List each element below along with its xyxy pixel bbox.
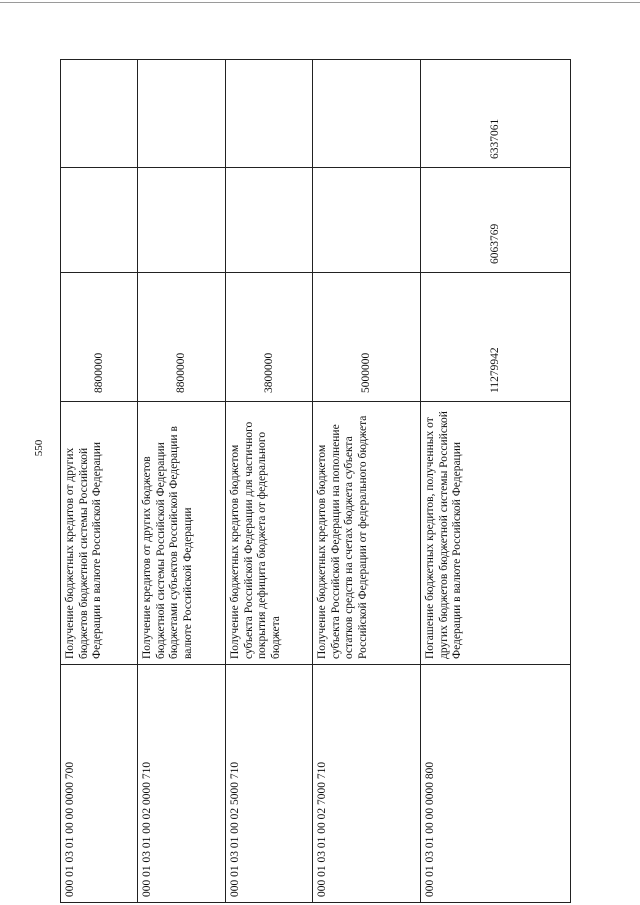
budget-code-cell: 000 01 03 01 00 02 7000 710 bbox=[313, 665, 421, 903]
table-row bbox=[421, 60, 571, 903]
table-row bbox=[226, 60, 313, 903]
value-cell-3 bbox=[226, 60, 313, 168]
value-cell-3: 6337061 bbox=[421, 60, 571, 168]
budget-code-cell: 000 01 03 01 00 00 0000 800 bbox=[421, 665, 571, 903]
budget-code-cell: 000 01 03 01 00 00 0000 700 bbox=[61, 665, 138, 903]
value-cell-2: 6063769 bbox=[421, 168, 571, 273]
rotated-table-frame bbox=[60, 60, 570, 903]
value-cell-3 bbox=[138, 60, 226, 168]
description-cell: Получение бюджетных кредитов бюджетом субъекта Российской Федерации для частичного покрытия дефицита бюджета от федерального бюджета bbox=[226, 402, 313, 665]
description-cell: Получение кредитов от других бюджетов бюджетной системы Российской Федерации бюджетами субъектов Российской Федерации в валюте Российской Федерации bbox=[138, 402, 226, 665]
table-container bbox=[60, 60, 570, 903]
value-cell-2 bbox=[313, 168, 421, 273]
value-cell-3 bbox=[61, 60, 138, 168]
description-cell: Погашение бюджетных кредитов, полученных от других бюджетов бюджетной системы Российской Федерации в валюте Российской Федерации bbox=[421, 402, 571, 665]
description-cell: Получение бюджетных кредитов бюджетом субъекта Российской Федерации на пополнение остатков средств на счетах бюджета субъекта Российской Федерации от федерального бюджета bbox=[313, 402, 421, 665]
value-cell-1: 8800000 bbox=[138, 273, 226, 402]
value-cell-2 bbox=[138, 168, 226, 273]
table-row bbox=[313, 60, 421, 903]
value-cell-1: 11279942 bbox=[421, 273, 571, 402]
top-rule bbox=[0, 2, 640, 3]
page-number: 550 bbox=[33, 439, 45, 457]
budget-sources-table bbox=[60, 59, 571, 903]
value-cell-1: 5000000 bbox=[313, 273, 421, 402]
value-cell-1: 3800000 bbox=[226, 273, 313, 402]
budget-code-cell: 000 01 03 01 00 02 5000 710 bbox=[226, 665, 313, 903]
table-row bbox=[61, 60, 138, 903]
value-cell-3 bbox=[313, 60, 421, 168]
value-cell-2 bbox=[61, 168, 138, 273]
table-row bbox=[138, 60, 226, 903]
budget-code-cell: 000 01 03 01 00 02 0000 710 bbox=[138, 665, 226, 903]
description-cell: Получение бюджетных кредитов от других бюджетов бюджетной системы Российской Федерации в валюте Российской Федерации bbox=[61, 402, 138, 665]
value-cell-2 bbox=[226, 168, 313, 273]
value-cell-1: 8800000 bbox=[61, 273, 138, 402]
